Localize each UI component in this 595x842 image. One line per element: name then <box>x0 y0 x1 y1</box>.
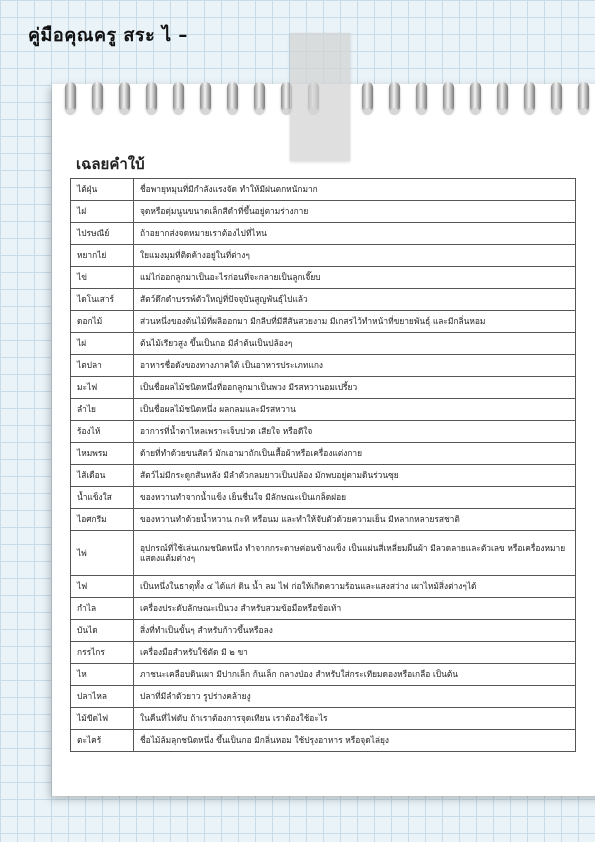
answer-term: หยากไย่ <box>71 245 134 267</box>
table-row <box>71 289 576 311</box>
answer-definition: ปลาที่มีลำตัวยาว รูปร่างคล้ายงู <box>134 686 576 708</box>
table-row <box>71 355 576 377</box>
answer-definition: เป็นหนึ่งในธาตุทั้ง ๔ ได้แก่ ดิน น้ำ ลม ไฟ ก่อให้เกิดความร้อนและแสงสว่าง เผาไหม้สิ่งต่างๆได้ <box>134 576 576 598</box>
table-row <box>71 377 576 399</box>
answer-definition: เครื่องมือสำหรับใช้ตัด มี ๒ ขา <box>134 642 576 664</box>
binding-ring <box>362 82 373 112</box>
binding-ring <box>497 82 508 112</box>
table-row <box>71 245 576 267</box>
binding-ring <box>443 82 454 112</box>
table-row <box>71 333 576 355</box>
answer-term: มะไฟ <box>71 377 134 399</box>
answer-definition: อาหารชื่อดังของทางภาคใต้ เป็นอาหารประเภทแกง <box>134 355 576 377</box>
table-row <box>71 576 576 598</box>
binding-ring <box>65 82 76 112</box>
section-title: เฉลยคำใบ้ <box>76 155 145 173</box>
table-row <box>71 443 576 465</box>
answer-term: ตะไคร้ <box>71 730 134 752</box>
tape-strip <box>290 33 350 161</box>
answer-definition: จุดหรือตุ่มนูนขนาดเล็กสีดำที่ขึ้นอยู่ตามร่างกาย <box>134 201 576 223</box>
table-row <box>71 642 576 664</box>
binding-ring <box>254 82 265 112</box>
answer-definition: ด้ายที่ทำด้วยขนสัตว์ มักเอามาถักเป็นเสื้อผ้าหรือเครื่องแต่งกาย <box>134 443 576 465</box>
answer-definition: ของหวานทำด้วยน้ำหวาน กะทิ หรือนม และทำให้จับตัวด้วยความเย็น มีหลากหลายรสชาติ <box>134 509 576 531</box>
table-row <box>71 399 576 421</box>
binding-ring <box>227 82 238 112</box>
answer-term: กำไล <box>71 598 134 620</box>
page-header-title: คู่มือคุณครู สระ ไ – <box>28 25 188 46</box>
table-row <box>71 487 576 509</box>
table-row <box>71 708 576 730</box>
answer-term: ไข่ <box>71 267 134 289</box>
binding-ring <box>470 82 481 112</box>
binding-ring <box>146 82 157 112</box>
answer-term: ไพ่ <box>71 531 134 576</box>
answer-definition: ภาชนะเคลือบดินเผา มีปากเล็ก ก้นเล็ก กลางป่อง สำหรับใส่กระเทียมดองหรือเกลือ เป็นต้น <box>134 664 576 686</box>
binding-ring <box>200 82 211 112</box>
binding-ring <box>524 82 535 112</box>
answer-definition: เป็นชื่อผลไม้ชนิดหนึ่งที่ออกลูกมาเป็นพวง มีรสหวานอมเปรี้ยว <box>134 377 576 399</box>
answer-term: ไฟ <box>71 576 134 598</box>
answer-definition: ชื่อพายุหมุนที่มีกำลังแรงจัด ทำให้มีฝนตกหนักมาก <box>134 179 576 201</box>
answer-term: ไฝ <box>71 201 134 223</box>
table-row <box>71 686 576 708</box>
binding-ring <box>578 82 589 112</box>
answer-definition: เครื่องประดับลักษณะเป็นวง สำหรับสวมข้อมือหรือข้อเท้า <box>134 598 576 620</box>
answer-term: ไอศกรีม <box>71 509 134 531</box>
answer-definition: ของหวานทำจากน้ำแข็ง เย็นชื่นใจ มีลักษณะเป็นเกล็ดฝอย <box>134 487 576 509</box>
answer-term: ร้องไห้ <box>71 421 134 443</box>
table-row <box>71 201 576 223</box>
table-row <box>71 730 576 752</box>
answer-term: บันได <box>71 620 134 642</box>
answer-definition: เป็นชื่อผลไม้ชนิดหนึ่ง ผลกลมและมีรสหวาน <box>134 399 576 421</box>
answer-term: ไม้ขีดไฟ <box>71 708 134 730</box>
table-row <box>71 598 576 620</box>
table-row <box>71 223 576 245</box>
binding-ring <box>92 82 103 112</box>
answer-definition: ในคืนที่ไฟดับ ถ้าเราต้องการจุดเทียน เราต้องใช้อะไร <box>134 708 576 730</box>
table-row <box>71 421 576 443</box>
answer-term: ไตปลา <box>71 355 134 377</box>
answer-definition: สิ่งที่ทำเป็นขั้นๆ สำหรับก้าวขึ้นหรือลง <box>134 620 576 642</box>
answer-term: ไต้ฝุ่น <box>71 179 134 201</box>
table-row <box>71 664 576 686</box>
answer-definition: สัตว์ดึกดำบรรพ์ตัวใหญ่ที่ปัจจุบันสูญพันธุ์ไปแล้ว <box>134 289 576 311</box>
binding-ring <box>119 82 130 112</box>
binding-ring <box>389 82 400 112</box>
table-row <box>71 620 576 642</box>
binding-ring <box>551 82 562 112</box>
answer-definition: ถ้าอยากส่งจดหมายเราต้องไปที่ไหน <box>134 223 576 245</box>
answer-definition: แม่ไก่ออกลูกมาเป็นอะไรก่อนที่จะกลายเป็นลูกเจี๊ยบ <box>134 267 576 289</box>
answer-term: ลำไย <box>71 399 134 421</box>
answer-definition: สัตว์ไม่มีกระดูกสันหลัง มีลำตัวกลมยาวเป็นปล้อง มักพบอยู่ตามดินร่วนซุย <box>134 465 576 487</box>
answer-term: ไส้เดือน <box>71 465 134 487</box>
answer-term: ดอกไม้ <box>71 311 134 333</box>
table-row <box>71 267 576 289</box>
answer-term: ปลาไหล <box>71 686 134 708</box>
answer-term: ไดโนเสาร์ <box>71 289 134 311</box>
answer-definition: ส่วนหนึ่งของต้นไม้ที่ผลิออกมา มีกลีบที่มีสีสันสวยงาม มีเกสรไว้ทำหน้าที่ขยายพันธุ์ และมีกลิ่นหอม <box>134 311 576 333</box>
table-row <box>71 509 576 531</box>
answer-definition: อุปกรณ์ที่ใช้เล่นเกมชนิดหนึ่ง ทำจากกระดาษค่อนข้างแข็ง เป็นแผ่นสี่เหลี่ยมผืนผ้า มีลวดลายและตัวเลข หรือเครื่องหมายแสดงแต้มต่างๆ <box>134 531 576 576</box>
answer-term: ไผ่ <box>71 333 134 355</box>
answer-term: ไปรษณีย์ <box>71 223 134 245</box>
answer-table-body <box>71 179 576 752</box>
answer-table <box>70 178 576 752</box>
answer-definition: อาการที่น้ำตาไหลเพราะเจ็บปวด เสียใจ หรือดีใจ <box>134 421 576 443</box>
answer-definition: ต้นไม้เรียวสูง ขึ้นเป็นกอ มีลำต้นเป็นปล้องๆ <box>134 333 576 355</box>
binding-ring <box>173 82 184 112</box>
table-row <box>71 311 576 333</box>
binding-ring <box>416 82 427 112</box>
table-row <box>71 531 576 576</box>
answer-definition: ใยแมงมุมที่ติดค้างอยู่ในที่ต่างๆ <box>134 245 576 267</box>
answer-definition: ชื่อไม้ล้มลุกชนิดหนึ่ง ขึ้นเป็นกอ มีกลิ่นหอม ใช้ปรุงอาหาร หรือจุดไล่ยุง <box>134 730 576 752</box>
answer-term: กรรไกร <box>71 642 134 664</box>
answer-term: ไห <box>71 664 134 686</box>
answer-term: น้ำแข็งใส <box>71 487 134 509</box>
answer-term: ไหมพรม <box>71 443 134 465</box>
table-row <box>71 179 576 201</box>
table-row <box>71 465 576 487</box>
